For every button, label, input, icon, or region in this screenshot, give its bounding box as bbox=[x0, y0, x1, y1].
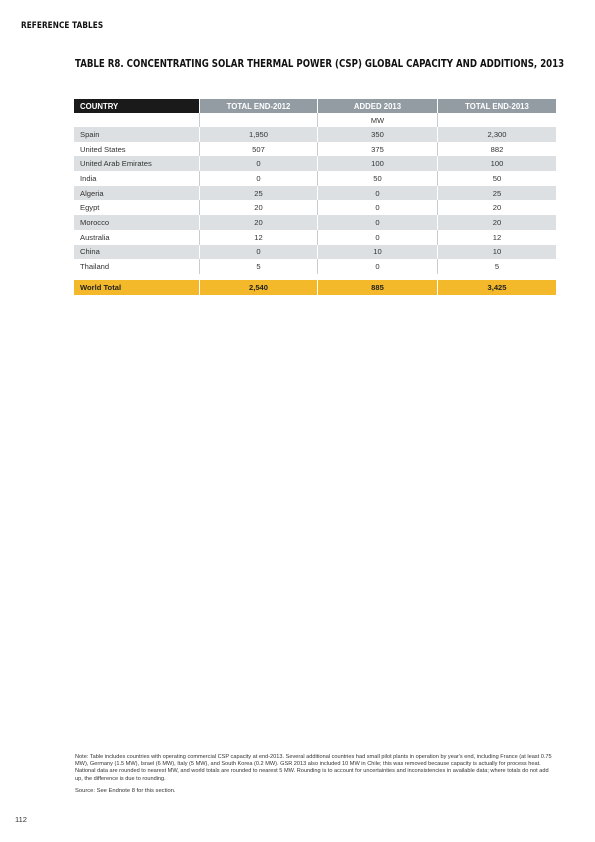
value-cell: 50 bbox=[317, 171, 437, 186]
value-cell: 20 bbox=[437, 215, 556, 230]
table-row bbox=[74, 200, 556, 215]
country-cell: United Arab Emirates bbox=[74, 156, 199, 171]
value-cell: 25 bbox=[437, 186, 556, 201]
value-cell: 20 bbox=[437, 200, 556, 215]
value-cell: 0 bbox=[199, 171, 317, 186]
value-cell: 12 bbox=[437, 230, 556, 245]
value-cell: 10 bbox=[437, 245, 556, 260]
column-header-total-2013: TOTAL END-2013 bbox=[437, 99, 556, 113]
value-cell: 12 bbox=[199, 230, 317, 245]
world-total-label: World Total bbox=[74, 280, 199, 295]
column-header-country: COUNTRY bbox=[74, 99, 199, 113]
table-note: Note: Table includes countries with operating commercial CSP capacity at end-2013. Several additional countries had small pilot plants in operation by year's end, including France (at least 0.75 MW), Germany (1.5 MW), Israel (6 MW), Italy (5 MW), and South Korea (0.2 MW). GSR 2013 also included 10 MW in Chile; this was removed because capacity is actually for process heat. National data are rounded to nearest MW, and world totals are rounded to nearest 5 MW. Rounding is to account for uncertainties and inconsistencies in available data; where totals do not add up, the difference is due to rounding. bbox=[75, 754, 552, 782]
country-cell: Australia bbox=[80, 232, 110, 242]
value-cell: 5 bbox=[437, 259, 556, 274]
value-cell: 0 bbox=[199, 156, 317, 171]
column-header-total-2012: TOTAL END-2012 bbox=[199, 99, 317, 113]
value-cell: 1,950 bbox=[199, 127, 317, 142]
country-cell: China bbox=[74, 245, 199, 260]
value-cell: 20 bbox=[199, 215, 317, 230]
table-row bbox=[74, 259, 556, 274]
country-cell: Morocco bbox=[74, 215, 199, 230]
value-cell: 375 bbox=[317, 142, 437, 157]
world-total-added-2013: 885 bbox=[317, 280, 437, 295]
table-row bbox=[74, 142, 556, 157]
value-cell: 0 bbox=[317, 215, 437, 230]
table-row bbox=[74, 127, 556, 142]
table-row bbox=[74, 171, 556, 186]
table-row bbox=[74, 186, 556, 201]
column-header-added-2013: ADDED 2013 bbox=[317, 99, 437, 113]
value-cell: 0 bbox=[317, 259, 437, 274]
value-cell: 100 bbox=[317, 156, 437, 171]
value-cell: 2,300 bbox=[437, 127, 556, 142]
table-row bbox=[74, 230, 556, 245]
table-source: Source: See Endnote 8 for this section. bbox=[75, 788, 176, 794]
value-cell: 350 bbox=[317, 127, 437, 142]
value-cell: 20 bbox=[199, 200, 317, 215]
table-header-row bbox=[74, 99, 556, 113]
value-cell: 0 bbox=[317, 200, 437, 215]
section-header: REFERENCE TABLES bbox=[21, 21, 104, 31]
table-row bbox=[74, 156, 556, 171]
value-cell: 50 bbox=[437, 171, 556, 186]
country-cell: United States bbox=[80, 144, 126, 154]
unit-row bbox=[74, 113, 556, 127]
world-total-2013: 3,425 bbox=[437, 280, 556, 295]
world-total-2012: 2,540 bbox=[199, 280, 317, 295]
country-cell: Spain bbox=[74, 127, 199, 142]
value-cell: 25 bbox=[199, 186, 317, 201]
csp-capacity-table bbox=[74, 99, 556, 295]
world-total-row bbox=[74, 280, 556, 295]
value-cell: 0 bbox=[317, 186, 437, 201]
table-title: TABLE R8. CONCENTRATING SOLAR THERMAL POWER (CSP) GLOBAL CAPACITY AND ADDITIONS, 2013 bbox=[75, 58, 565, 70]
value-cell: 882 bbox=[437, 142, 556, 157]
country-cell: India bbox=[80, 173, 97, 183]
value-cell: 5 bbox=[199, 259, 317, 274]
unit-label: MW bbox=[317, 113, 437, 127]
value-cell: 507 bbox=[199, 142, 317, 157]
value-cell: 100 bbox=[437, 156, 556, 171]
country-cell: Algeria bbox=[74, 186, 199, 201]
value-cell: 0 bbox=[199, 245, 317, 260]
country-cell: Thailand bbox=[80, 262, 110, 272]
value-cell: 10 bbox=[317, 245, 437, 260]
value-cell: 0 bbox=[317, 230, 437, 245]
table-row bbox=[74, 215, 556, 230]
page-number: 112 bbox=[15, 815, 27, 824]
country-cell: Egypt bbox=[80, 203, 100, 213]
table-row bbox=[74, 245, 556, 260]
